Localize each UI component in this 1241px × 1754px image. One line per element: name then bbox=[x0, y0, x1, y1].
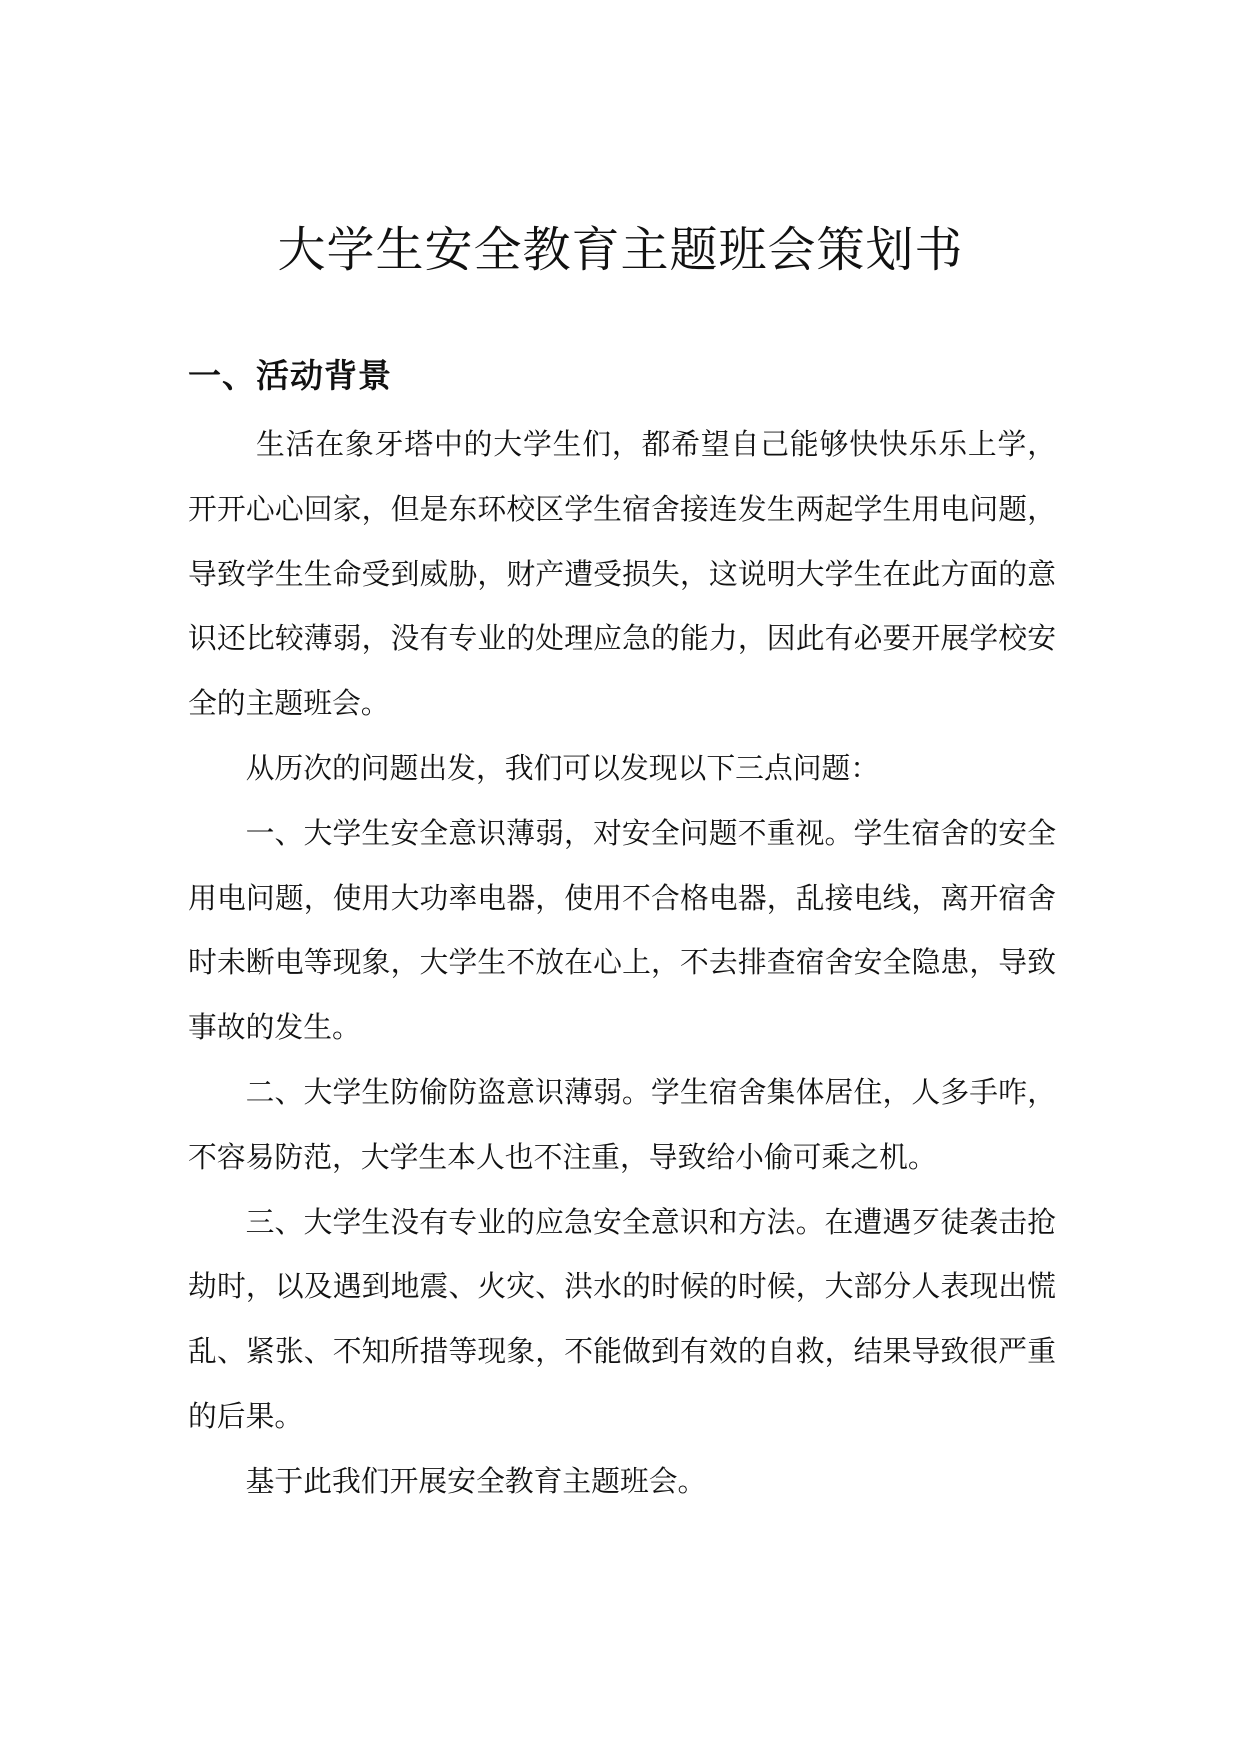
paragraph-intro: 生活在象牙塔中的大学生们，都希望自己能够快快乐乐上学，开开心心回家，但是东环校区学生宿舍接连发生两起学生用电问题，导致学生生命受到威胁，财产遭受损失，这说明大学生在此方面的意识还比较薄弱，没有专业的处理应急的能力，因此有必要开展学校安全的主题班会。 bbox=[188, 427, 1056, 721]
section-heading-background: 一、活动背景 bbox=[188, 356, 392, 395]
paragraph-problems-lead: 从历次的问题出发，我们可以发现以下三点问题： bbox=[245, 750, 880, 785]
paragraph-problem-2: 二、大学生防偷防盗意识薄弱。学生宿舍集体居住，人多手咋，不容易防范，大学生本人也不注重，导致给小偷可乘之机。 bbox=[188, 1074, 1056, 1174]
page-title: 大学生安全教育主题班会策划书 bbox=[277, 222, 964, 278]
paragraph-problem-1: 一、大学生安全意识薄弱，对安全问题不重视。学生宿舍的安全用电问题，使用大功率电器，使用不合格电器，乱接电线，离开宿舍时未断电等现象，大学生不放在心上，不去排查宿舍安全隐患，导致事故的发生。 bbox=[188, 815, 1056, 1045]
paragraph-problem-3: 三、大学生没有专业的应急安全意识和方法。在遭遇歹徒袭击抢劫时，以及遇到地震、火灾、洪水的时候的时候，大部分人表现出慌乱、紧张、不知所措等现象，不能做到有效的自救，结果导致很严重的后果。 bbox=[188, 1204, 1056, 1433]
section-body bbox=[188, 412, 1056, 1514]
paragraph-conclusion: 基于此我们开展安全教育主题班会。 bbox=[245, 1463, 707, 1498]
